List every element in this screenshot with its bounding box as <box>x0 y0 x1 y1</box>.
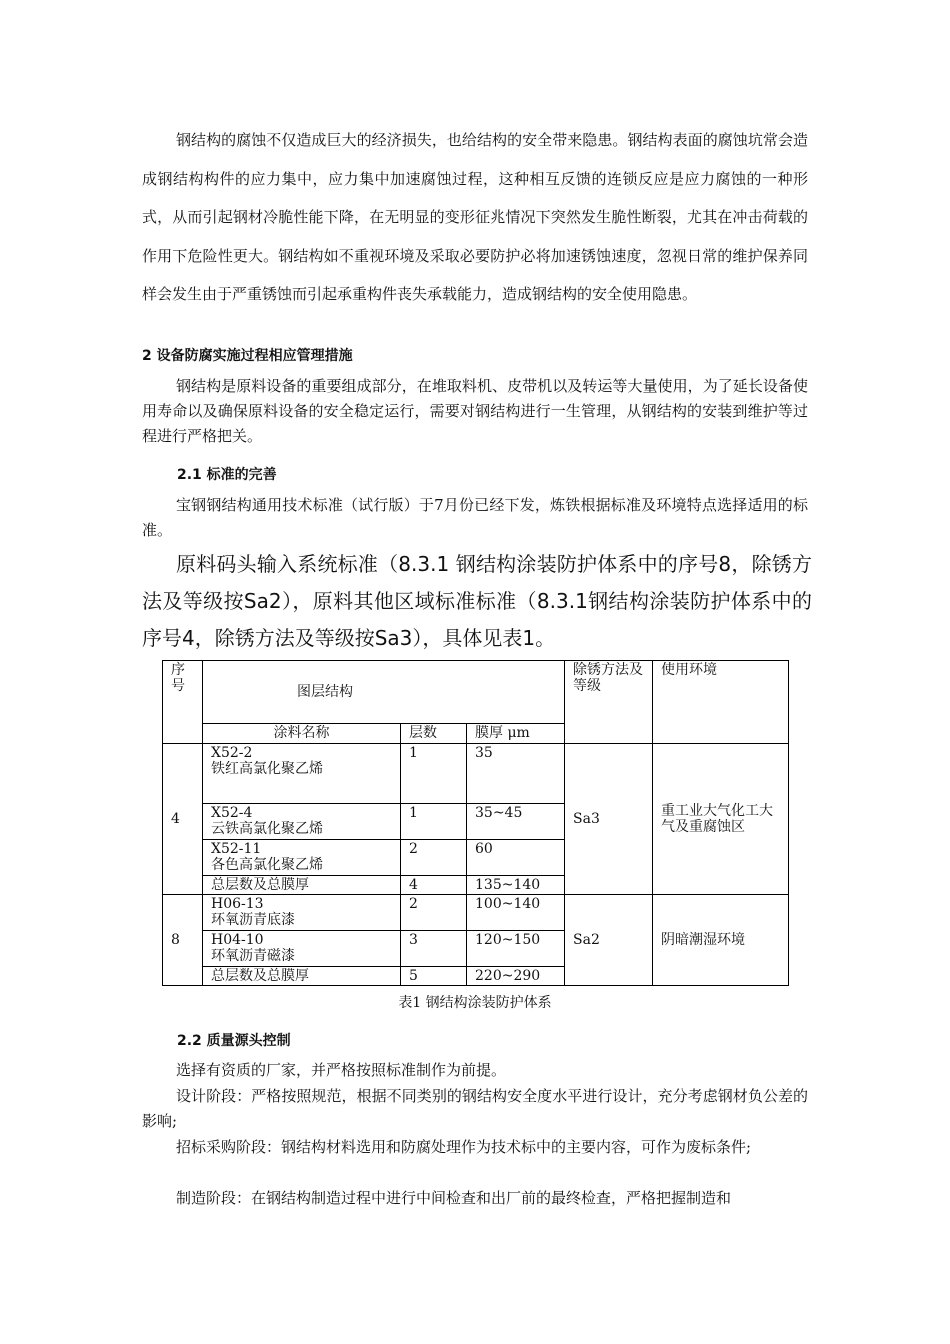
header-rust-method: 除锈方法及等级 <box>565 661 653 744</box>
total-thickness: 220~290 <box>467 967 565 986</box>
thickness-cell: 120~150 <box>467 931 565 967</box>
coating-code: X52-11 <box>211 841 262 857</box>
coating-name: 各色高氯化聚乙烯 <box>211 857 323 873</box>
coating-cell <box>203 744 401 804</box>
coating-code: X52-2 <box>211 745 253 761</box>
total-label: 总层数及总膜厚 <box>203 967 401 986</box>
coating-name: 铁红高氯化聚乙烯 <box>211 761 323 777</box>
section-2-1-paragraph-2: 原料码头输入系统标准（8.3.1 钢结构涂装防护体系中的序号8，除锈方法及等级按Sa2），原料其他区域标准标准（8.3.1钢结构涂装防护体系中的序号4，除锈方法及等级按Sa3），具体见表1。 <box>142 552 812 650</box>
layers-cell: 1 <box>401 744 467 804</box>
section-2-heading: 2 设备防腐实施过程相应管理措施 <box>142 348 353 364</box>
coating-system-table <box>162 660 789 986</box>
coating-cell <box>203 931 401 967</box>
header-coating-name: 涂料名称 <box>203 724 401 744</box>
thickness-cell: 35~45 <box>467 804 565 840</box>
section-2-2-paragraph-3: 招标采购阶段：钢结构材料选用和防腐处理作为技术标中的主要内容，可作为废标条件; <box>176 1138 752 1156</box>
coating-cell <box>203 804 401 840</box>
layers-cell: 2 <box>401 840 467 876</box>
intro-paragraph: 钢结构的腐蚀不仅造成巨大的经济损失，也给结构的安全带来隐患。钢结构表面的腐蚀坑常会造成钢结构构件的应力集中，应力集中加速腐蚀过程，这种相互反馈的连锁反应是应力腐蚀的一种形式，从而引起钢材冷脆性能下降，在无明显的变形征兆情况下突然发生脆性断裂，尤其在冲击荷载的作用下危险性更大。钢结构如不重视环境及采取必要防护必将加速锈蚀速度，忽视日常的维护保养同样会发生由于严重锈蚀而引起承重构件丧失承载能力，造成钢结构的安全使用隐患。 <box>142 131 808 303</box>
total-label: 总层数及总膜厚 <box>203 876 401 895</box>
group-seq: 8 <box>163 895 203 986</box>
header-layer-structure: 图层结构 <box>203 661 565 724</box>
header-thickness: 膜厚 μm <box>467 724 565 744</box>
layers-cell: 3 <box>401 931 467 967</box>
coating-name: 云铁高氯化聚乙烯 <box>211 821 323 837</box>
section-2-paragraph: 钢结构是原料设备的重要组成部分，在堆取料机、皮带机以及转运等大量使用，为了延长设备使用寿命以及确保原料设备的安全稳定运行，需要对钢结构进行一生管理，从钢结构的安装到维护等过程进行严格把关。 <box>142 377 808 445</box>
group-environment: 重工业大气化工大气及重腐蚀区 <box>653 744 789 895</box>
group-rust-method: Sa2 <box>565 895 653 986</box>
coating-name: 环氧沥青磁漆 <box>211 948 295 964</box>
layers-cell: 2 <box>401 895 467 931</box>
coating-code: X52-4 <box>211 805 253 821</box>
coating-code: H06-13 <box>211 896 264 912</box>
table-caption: 表1 钢结构涂装防护体系 <box>398 995 552 1011</box>
thickness-cell: 35 <box>467 744 565 804</box>
table-row <box>163 895 789 931</box>
group-seq: 4 <box>163 744 203 895</box>
total-layers: 4 <box>401 876 467 895</box>
coating-cell <box>203 895 401 931</box>
thickness-cell: 100~140 <box>467 895 565 931</box>
section-2-1-heading: 2.1 标准的完善 <box>177 467 277 483</box>
coating-cell <box>203 840 401 876</box>
section-2-2-paragraph-4: 制造阶段：在钢结构制造过程中进行中间检查和出厂前的最终检查，严格把握制造和 <box>176 1189 732 1207</box>
section-2-2-heading: 2.2 质量源头控制 <box>177 1033 291 1049</box>
section-2-2-paragraph-1: 选择有资质的厂家，并严格按照标准制作为前提。 <box>176 1061 507 1079</box>
total-layers: 5 <box>401 967 467 986</box>
table-header-row <box>163 661 789 724</box>
header-environment: 使用环境 <box>653 661 789 744</box>
group-environment: 阴暗潮湿环境 <box>653 895 789 986</box>
thickness-cell: 60 <box>467 840 565 876</box>
group-rust-method: Sa3 <box>565 744 653 895</box>
table-row <box>163 744 789 804</box>
layers-cell: 1 <box>401 804 467 840</box>
section-2-1-paragraph-1: 宝钢钢结构通用技术标准（试行版）于7月份已经下发，炼铁根据标准及环境特点选择适用的标准。 <box>142 496 808 539</box>
header-layers: 层数 <box>401 724 467 744</box>
coating-code: H04-10 <box>211 932 264 948</box>
total-thickness: 135~140 <box>467 876 565 895</box>
header-seq: 序号 <box>163 661 203 744</box>
section-2-2-paragraph-2: 设计阶段：严格按照规范，根据不同类别的钢结构安全度水平进行设计，充分考虑钢材负公差的影响; <box>142 1087 808 1130</box>
coating-name: 环氧沥青底漆 <box>211 912 295 928</box>
